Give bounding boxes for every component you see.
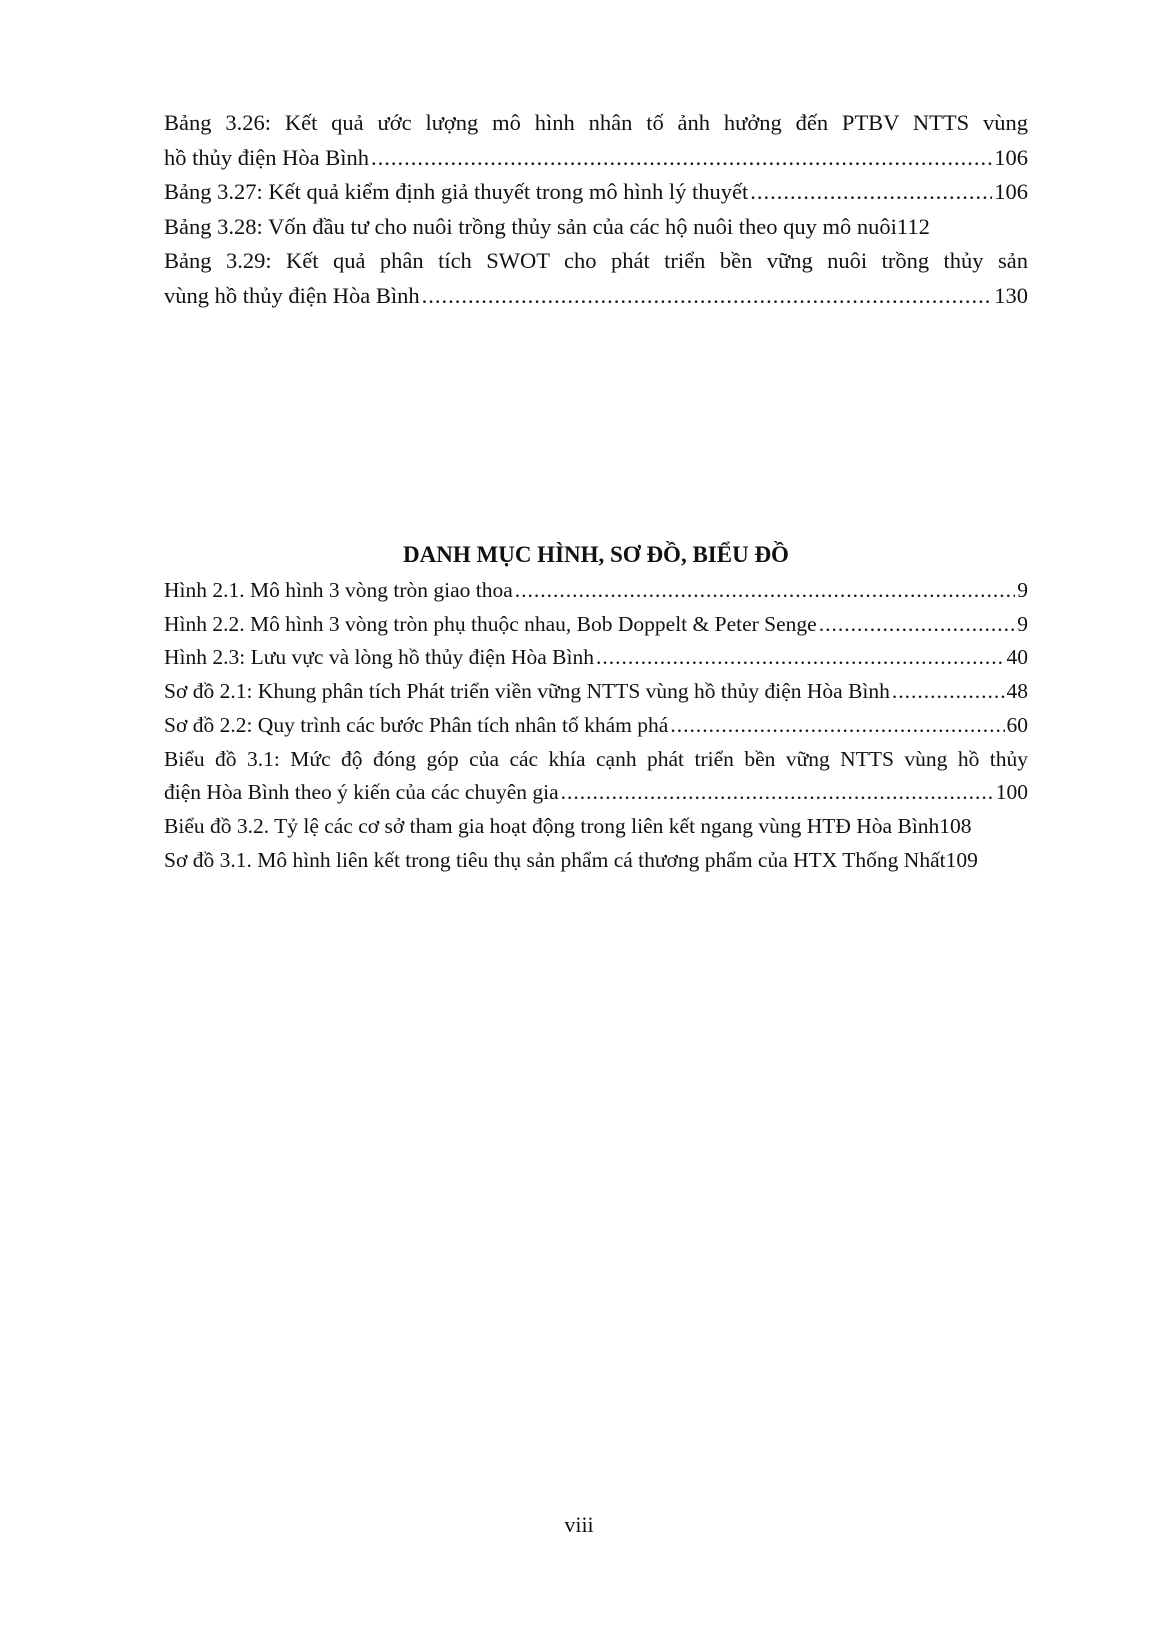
page-number-footer: viii <box>564 1512 594 1537</box>
dot-leader <box>422 279 993 314</box>
entry-page-number: 40 <box>1006 645 1028 670</box>
toc-entry-diagram-2-2[interactable] <box>164 709 1028 743</box>
list-of-tables <box>164 106 1028 313</box>
dot-leader <box>750 175 992 210</box>
entry-title: Sơ đồ 3.1. Mô hình liên kết trong tiêu thụ sản phẩm cá thương phẩm của HTX Thống Nhất <box>164 847 946 872</box>
section-heading: DANH MỤC HÌNH, SƠ ĐỒ, BIỂU ĐỒ <box>403 542 789 567</box>
entry-title-continuation: điện Hòa Bình theo ý kiến của các chuyên gia <box>164 780 559 805</box>
entry-page-number: 9 <box>1017 578 1028 602</box>
entry-page-number: 130 <box>994 282 1028 308</box>
entry-title: Sơ đồ 2.2: Quy trình các bước Phân tích nhân tố khám phá <box>164 712 669 737</box>
toc-entry-table-3-26[interactable] <box>164 106 1028 175</box>
toc-entry-table-3-27[interactable] <box>164 175 1028 210</box>
entry-title-continuation: vùng hồ thủy điện Hòa Bình <box>164 282 420 308</box>
dot-leader <box>561 776 994 810</box>
entry-page-number: 106 <box>994 179 1028 204</box>
entry-page-number: 109 <box>945 847 978 872</box>
toc-entry-figure-2-2[interactable] <box>164 608 1028 642</box>
dot-leader <box>670 709 1004 743</box>
entry-title: Bảng 3.28: Vốn đầu tư cho nuôi trồng thủy sản của các hộ nuôi theo quy mô nuôi <box>164 213 897 239</box>
entry-title: Bảng 3.26: Kết quả ước lượng mô hình nhân tố ảnh hưởng đến PTBV NTTS vùng <box>164 110 1028 135</box>
dot-leader <box>371 141 992 176</box>
entry-page-number: 108 <box>939 813 972 838</box>
entry-page-number: 9 <box>1017 611 1028 636</box>
entry-title: Hình 2.3: Lưu vực và lòng hồ thủy điện Hòa Bình <box>164 645 594 670</box>
toc-entry-chart-3-1[interactable] <box>164 743 1028 810</box>
toc-entry-diagram-3-1[interactable] <box>164 844 1044 878</box>
dot-leader <box>515 574 1015 608</box>
toc-entry-diagram-2-1[interactable] <box>164 675 1028 709</box>
entry-title: Hình 2.1. Mô hình 3 vòng tròn giao thoa <box>164 578 513 602</box>
toc-entry-table-3-28[interactable] <box>164 210 1028 245</box>
dot-leader <box>892 675 1005 709</box>
entry-page-number: 112 <box>896 213 930 239</box>
toc-entry-table-3-29[interactable] <box>164 244 1028 313</box>
entry-page-number: 60 <box>1006 712 1028 737</box>
dot-leader <box>819 608 1016 642</box>
entry-title: Biểu đồ 3.2. Tỷ lệ các cơ sở tham gia hoạt động trong liên kết ngang vùng HTĐ Hòa Bình <box>164 813 940 838</box>
entry-page-number: 100 <box>995 780 1028 805</box>
toc-entry-figure-2-1[interactable] <box>164 574 1028 608</box>
list-of-figures <box>164 538 1044 877</box>
entry-page-number: 106 <box>994 144 1028 170</box>
entry-page-number: 48 <box>1006 679 1028 704</box>
entry-title: Bảng 3.27: Kết quả kiểm định giả thuyết trong mô hình lý thuyết <box>164 179 749 204</box>
toc-entry-chart-3-2[interactable] <box>164 810 1044 844</box>
entry-title: Hình 2.2. Mô hình 3 vòng tròn phụ thuộc nhau, Bob Doppelt & Peter Senge <box>164 611 817 636</box>
toc-entry-figure-2-3[interactable] <box>164 641 1028 675</box>
dot-leader <box>596 641 1005 675</box>
entry-title: Biểu đồ 3.1: Mức độ đóng góp của các khía cạnh phát triển bền vững NTTS vùng hồ thủy <box>164 746 1028 771</box>
entry-title: Bảng 3.29: Kết quả phân tích SWOT cho phát triển bền vững nuôi trồng thủy sản <box>164 248 1028 273</box>
entry-title: Sơ đồ 2.1: Khung phân tích Phát triển viền vững NTTS vùng hồ thủy điện Hòa Bình <box>164 679 890 704</box>
entry-title-continuation: hồ thủy điện Hòa Bình <box>164 144 369 170</box>
